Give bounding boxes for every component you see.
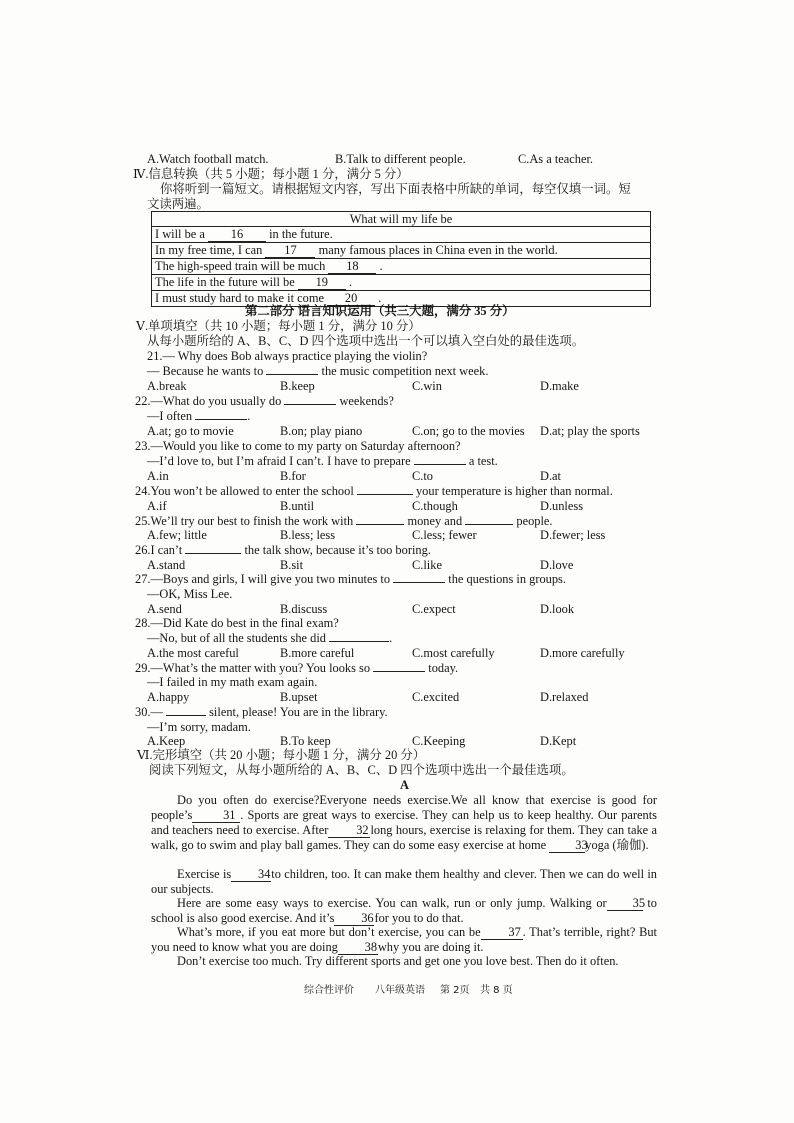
question-29-reply: —I failed in my math exam again. bbox=[147, 675, 318, 689]
option-b: B.Talk to different people. bbox=[335, 152, 466, 166]
question-text: — Because he wants to bbox=[147, 364, 264, 378]
blank-24[interactable] bbox=[357, 494, 413, 495]
q24-option-b[interactable]: B.until bbox=[280, 499, 315, 513]
q21-option-d[interactable]: D.make bbox=[540, 379, 579, 393]
table-row bbox=[152, 259, 651, 275]
blank-16[interactable]: 16 bbox=[208, 228, 266, 242]
blank-34[interactable]: 34 bbox=[231, 868, 271, 882]
q30-option-a[interactable]: A.Keep bbox=[147, 734, 186, 748]
question-22-answer-line bbox=[147, 409, 250, 424]
section-5-instruction: 从每小题所给的 A、B、C、D 四个选项中选出一个可以填入空白处的最佳选项。 bbox=[147, 334, 585, 348]
q30-option-b[interactable]: B.To keep bbox=[280, 734, 331, 748]
passage-paragraph-2 bbox=[151, 867, 657, 897]
q30-option-c[interactable]: C.Keeping bbox=[412, 734, 466, 748]
q28-option-d[interactable]: D.more carefully bbox=[540, 646, 625, 660]
blank-33[interactable]: 33 bbox=[549, 839, 585, 853]
question-28: 28.—Did Kate do best in the final exam? bbox=[135, 616, 339, 630]
q27-option-b[interactable]: B.discuss bbox=[280, 602, 328, 616]
question-26 bbox=[135, 543, 431, 558]
blank-38[interactable]: 38 bbox=[338, 941, 378, 955]
question-29 bbox=[135, 661, 458, 676]
table-row bbox=[152, 243, 651, 259]
question-21-answer-line bbox=[147, 364, 488, 379]
q29-option-a[interactable]: A.happy bbox=[147, 690, 190, 704]
blank-29[interactable] bbox=[373, 671, 425, 672]
row-text: In my free time, I can bbox=[155, 243, 263, 257]
question-text: people. bbox=[516, 514, 553, 528]
blank-22b[interactable] bbox=[195, 419, 247, 420]
blank-18[interactable]: 18 bbox=[328, 260, 376, 274]
passage-text: to children, too. It can make them healthy and clever. Then we can do well in our subjects. bbox=[151, 867, 658, 896]
table-row bbox=[152, 275, 651, 291]
footer-total: 共 8 页 bbox=[480, 985, 513, 996]
blank-35[interactable]: 35 bbox=[607, 897, 643, 911]
footer-eval: 综合性评价 bbox=[304, 985, 354, 996]
q23-option-d[interactable]: D.at bbox=[540, 469, 561, 483]
option-c: C.As a teacher. bbox=[518, 152, 594, 166]
blank-32[interactable]: 32 bbox=[328, 824, 370, 838]
passage-text: yoga (瑜伽). bbox=[585, 837, 649, 852]
q22-option-d[interactable]: D.at; play the sports bbox=[540, 424, 640, 438]
section-4-instruction: 你将听到一篇短文。请根据短文内容，写出下面表格中所缺的单词，每空仅填一词。短 bbox=[160, 182, 631, 196]
q25-option-c[interactable]: C.less; fewer bbox=[412, 528, 477, 542]
passage-text: What’s more, if you eat more but don’t exercise, you can be bbox=[177, 925, 481, 939]
question-28-answer-line bbox=[147, 631, 392, 646]
passage-paragraph-3 bbox=[151, 896, 657, 926]
part-2-title: 第二部分 语言知识运用（共三大题，满分 35 分） bbox=[245, 304, 515, 318]
q28-option-c[interactable]: C.most carefully bbox=[412, 646, 495, 660]
row-text: . bbox=[348, 275, 353, 289]
q23-option-a[interactable]: A.in bbox=[147, 469, 169, 483]
passage-text: why you are doing it. bbox=[377, 940, 484, 954]
q24-option-a[interactable]: A.if bbox=[147, 499, 167, 513]
blank-37[interactable]: 37 bbox=[481, 926, 523, 940]
section-6-title: Ⅵ.完形填空（共 20 小题；每小题 1 分，满分 20 分） bbox=[137, 748, 426, 762]
q24-option-c[interactable]: C.though bbox=[412, 499, 458, 513]
q22-option-a[interactable]: A.at; go to movie bbox=[147, 424, 234, 438]
q27-option-d[interactable]: D.look bbox=[540, 602, 575, 616]
q28-option-b[interactable]: B.more careful bbox=[280, 646, 355, 660]
passage-text: Here are some easy ways to exercise. You can walk, run or only jump. Walking or bbox=[177, 896, 607, 910]
blank-31[interactable]: 31 bbox=[192, 809, 240, 823]
q21-option-c[interactable]: C.win bbox=[412, 379, 442, 393]
q27-option-c[interactable]: C.expect bbox=[412, 602, 456, 616]
blank-17[interactable]: 17 bbox=[265, 244, 315, 258]
q28-option-a[interactable]: A.the most careful bbox=[147, 646, 239, 660]
q26-option-a[interactable]: A.stand bbox=[147, 558, 186, 572]
section-5-title: Ⅴ.单项填空（共 10 小题；每小题 1 分，满分 10 分） bbox=[136, 319, 421, 333]
passage-text: . Sports are great ways to exercise. They can help us to keep healthy. Our parents and teachers need to exercise. After bbox=[151, 807, 657, 837]
passage-paragraph-5 bbox=[151, 954, 657, 969]
q22-option-b[interactable]: B.on; play piano bbox=[280, 424, 363, 438]
blank-20[interactable]: 20 bbox=[327, 292, 375, 306]
row-text: . bbox=[379, 259, 383, 273]
question-text: the questions in groups. bbox=[448, 572, 566, 586]
q21-option-b[interactable]: B.keep bbox=[280, 379, 315, 393]
passage-text: Do you often do exercise?Everyone needs exercise.We all know that exercise is good for people’s bbox=[151, 793, 657, 822]
row-text: I will be a bbox=[155, 227, 205, 241]
q27-option-a[interactable]: A.send bbox=[147, 602, 182, 616]
passage-text: . That’s terrible, right? But you need to know what you are doing bbox=[151, 925, 657, 954]
q26-option-b[interactable]: B.sit bbox=[280, 558, 304, 572]
question-23: 23.—Would you like to come to my party on Saturday afternoon? bbox=[135, 439, 461, 453]
passage-paragraph-1 bbox=[151, 793, 657, 853]
blank-19[interactable]: 19 bbox=[298, 276, 346, 290]
row-text: . bbox=[378, 291, 382, 305]
question-text: 26.I can’t bbox=[135, 543, 183, 557]
question-text: the music competition next week. bbox=[321, 364, 489, 378]
row-text: The high-speed train will be much bbox=[155, 259, 326, 273]
question-30-reply: —I’m sorry, madam. bbox=[147, 720, 251, 734]
row-text: many famous places in China even in the world. bbox=[318, 243, 558, 257]
question-30 bbox=[135, 705, 388, 720]
passage-letter: A bbox=[400, 778, 409, 792]
question-text: 29.—What’s the matter with you? You looks so bbox=[135, 661, 371, 675]
section-4-title: Ⅳ.信息转换（共 5 小题；每小题 1 分，满分 5 分） bbox=[133, 167, 409, 181]
question-text: —I often bbox=[147, 409, 193, 423]
question-text: your temperature is higher than normal. bbox=[415, 484, 613, 498]
question-text: . bbox=[247, 409, 251, 423]
passage-text: Don’t exercise too much. Try different sports and get one you love best. Then do it often. bbox=[177, 954, 619, 968]
blank-23[interactable] bbox=[414, 464, 466, 465]
question-text: 24.You won’t be allowed to enter the school bbox=[135, 484, 354, 498]
q29-option-b[interactable]: B.upset bbox=[280, 690, 318, 704]
footer-page: 第 2页 bbox=[440, 985, 470, 996]
info-table bbox=[151, 211, 651, 307]
question-text: the talk show, because it’s too boring. bbox=[244, 543, 431, 557]
question-text: —No, but of all the students she did bbox=[147, 631, 326, 645]
section-4-instruction-cont: 文读两遍。 bbox=[147, 197, 209, 211]
blank-28[interactable] bbox=[329, 641, 389, 642]
question-27 bbox=[135, 572, 566, 587]
q21-option-a[interactable]: A.break bbox=[147, 379, 187, 393]
q23-option-b[interactable]: B.for bbox=[280, 469, 306, 483]
passage-paragraph-4 bbox=[151, 925, 657, 955]
footer-subject: 八年级英语 bbox=[375, 985, 425, 996]
passage-text: to school is also good exercise. And it’s bbox=[151, 896, 657, 925]
row-text: The life in the future will be bbox=[155, 275, 295, 289]
question-25 bbox=[135, 514, 553, 529]
question-text: 27.—Boys and girls, I will give you two minutes to bbox=[135, 572, 391, 586]
blank-26[interactable] bbox=[185, 553, 241, 554]
passage-text: Exercise is bbox=[177, 867, 232, 881]
q30-option-d[interactable]: D.Kept bbox=[540, 734, 577, 748]
q25-option-a[interactable]: A.few; little bbox=[147, 528, 207, 542]
question-24 bbox=[135, 484, 613, 499]
question-text: silent, please! You are in the library. bbox=[209, 705, 388, 719]
q29-option-c[interactable]: C.excited bbox=[412, 690, 460, 704]
question-text: today. bbox=[428, 661, 459, 675]
option-a: A.Watch football match. bbox=[147, 152, 269, 166]
question-text: . bbox=[389, 631, 393, 645]
q25-option-b[interactable]: B.less; less bbox=[280, 528, 336, 542]
question-text: weekends? bbox=[339, 394, 394, 408]
passage-text: for you to do that. bbox=[374, 911, 464, 925]
question-text: —I’d love to, but I’m afraid I can’t. I have to prepare bbox=[147, 454, 411, 468]
q24-option-d[interactable]: D.unless bbox=[540, 499, 584, 513]
table-header: What will my life be bbox=[152, 212, 651, 227]
blank-27[interactable] bbox=[393, 582, 445, 583]
row-text: I must study hard to make it come bbox=[155, 291, 324, 305]
q26-option-c[interactable]: C.like bbox=[412, 558, 442, 572]
question-23-answer-line bbox=[147, 454, 498, 469]
blank-30[interactable] bbox=[166, 715, 206, 716]
blank-22[interactable] bbox=[284, 404, 336, 405]
question-text: 30.— bbox=[135, 705, 163, 719]
question-text: money and bbox=[407, 514, 463, 528]
blank-36[interactable]: 36 bbox=[334, 912, 374, 926]
passage-text: long hours, exercise is relaxing for them. They can take a walk, go to swim and play ball games. They can do some easy exercise at home bbox=[151, 822, 657, 852]
question-21: 21.— Why does Bob always practice playing the violin? bbox=[147, 349, 428, 363]
blank-21[interactable] bbox=[266, 374, 318, 375]
blank-25b[interactable] bbox=[465, 524, 513, 525]
question-27-reply: —OK, Miss Lee. bbox=[147, 587, 233, 601]
q26-option-d[interactable]: D.love bbox=[540, 558, 574, 572]
section-6-instruction: 阅读下列短文，从每小题所给的 A、B、C、D 四个选项中选出一个最佳选项。 bbox=[149, 763, 574, 777]
question-text: 25.We’ll try our best to finish the work with bbox=[135, 514, 354, 528]
q22-option-c[interactable]: C.on; go to the movies bbox=[412, 424, 525, 438]
q29-option-d[interactable]: D.relaxed bbox=[540, 690, 589, 704]
question-text: 22.—What do you usually do bbox=[135, 394, 282, 408]
q23-option-c[interactable]: C.to bbox=[412, 469, 433, 483]
q25-option-d[interactable]: D.fewer; less bbox=[540, 528, 606, 542]
row-text: in the future. bbox=[269, 227, 333, 241]
question-text: a test. bbox=[468, 454, 498, 468]
question-22 bbox=[135, 394, 394, 409]
blank-25a[interactable] bbox=[356, 524, 404, 525]
table-row bbox=[152, 227, 651, 243]
